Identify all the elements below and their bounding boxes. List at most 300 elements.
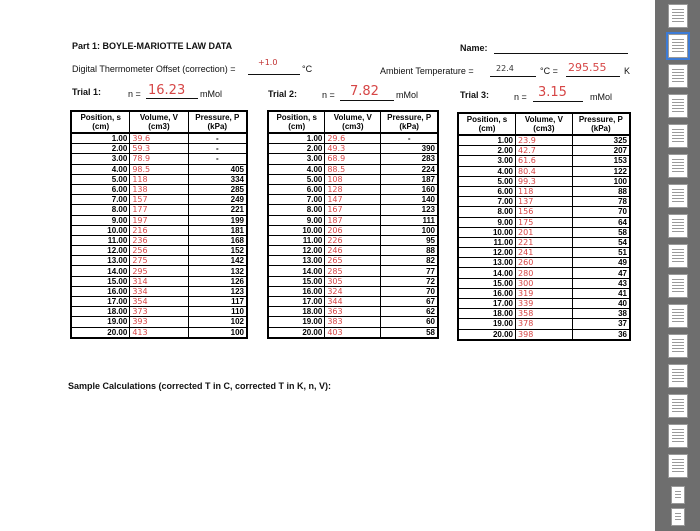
volume-cell: 156 <box>516 207 573 217</box>
position-cell: 12.00 <box>268 246 325 256</box>
table-row <box>458 207 630 217</box>
table-row <box>71 327 247 338</box>
table-row <box>268 297 438 307</box>
table-row <box>458 309 630 319</box>
part-title: Part 1: BOYLE-MARIOTTE LAW DATA <box>72 41 233 51</box>
pressure-cell: 390 <box>381 144 438 154</box>
volume-cell: 314 <box>130 276 188 286</box>
position-cell: 14.00 <box>71 266 130 276</box>
table-row <box>71 317 247 327</box>
table-row <box>71 266 247 276</box>
trial-1-table <box>70 110 248 339</box>
table-row <box>268 154 438 164</box>
volume-cell: 241 <box>516 248 573 258</box>
position-cell: 3.00 <box>268 154 325 164</box>
volume-cell: 354 <box>130 297 188 307</box>
position-cell: 6.00 <box>458 186 516 196</box>
position-cell: 3.00 <box>71 154 130 164</box>
position-cell: 16.00 <box>268 286 325 296</box>
col-position-header: Position, s (cm) <box>71 111 130 133</box>
position-cell: 5.00 <box>268 174 325 184</box>
table-row <box>268 307 438 317</box>
pressure-cell: 51 <box>572 248 630 258</box>
volume-cell: 285 <box>325 266 381 276</box>
pressure-cell: 58 <box>381 327 438 338</box>
trial-3-n-label: n = <box>514 92 527 102</box>
table-row <box>268 133 438 144</box>
volume-cell: 39.6 <box>130 133 188 144</box>
table-row <box>71 235 247 245</box>
page-thumbnail[interactable] <box>668 394 688 418</box>
position-cell: 14.00 <box>268 266 325 276</box>
table-row <box>71 195 247 205</box>
position-cell: 7.00 <box>458 197 516 207</box>
volume-cell: 68.9 <box>325 154 381 164</box>
pressure-cell: 132 <box>188 266 247 276</box>
volume-cell: 147 <box>325 195 381 205</box>
pressure-cell: - <box>188 133 247 144</box>
volume-cell: 29.6 <box>325 133 381 144</box>
trial-1-label: Trial 1: <box>72 87 102 97</box>
pressure-cell: 88 <box>572 186 630 196</box>
volume-cell: 413 <box>130 327 188 338</box>
pressure-cell: 67 <box>381 297 438 307</box>
position-cell: 13.00 <box>71 256 130 266</box>
pressure-cell: 160 <box>381 184 438 194</box>
table-row <box>458 217 630 227</box>
volume-cell: 265 <box>325 256 381 266</box>
pressure-cell: 47 <box>572 268 630 278</box>
table-row <box>71 256 247 266</box>
ambient-k-line <box>566 76 620 77</box>
position-cell: 4.00 <box>458 166 516 176</box>
volume-cell: 175 <box>516 217 573 227</box>
volume-cell: 256 <box>130 246 188 256</box>
pressure-cell: 405 <box>188 164 247 174</box>
table-row <box>268 246 438 256</box>
volume-cell: 260 <box>516 258 573 268</box>
volume-cell: 236 <box>130 235 188 245</box>
position-cell: 9.00 <box>458 217 516 227</box>
volume-cell: 49.3 <box>325 144 381 154</box>
table-row <box>268 286 438 296</box>
table-row <box>458 237 630 247</box>
pressure-cell: 140 <box>381 195 438 205</box>
position-cell: 18.00 <box>458 309 516 319</box>
position-cell: 19.00 <box>268 317 325 327</box>
pressure-cell: 111 <box>381 215 438 225</box>
volume-cell: 197 <box>130 215 188 225</box>
thermo-line <box>248 74 300 75</box>
position-cell: 16.00 <box>458 288 516 298</box>
thermo-label: Digital Thermometer Offset (correction) = <box>72 64 236 74</box>
trial-3-n-unit: mMol <box>590 92 612 102</box>
pressure-cell: 100 <box>572 176 630 186</box>
pressure-cell: 168 <box>188 235 247 245</box>
volume-cell: 78.9 <box>130 154 188 164</box>
volume-cell: 88.5 <box>325 164 381 174</box>
volume-cell: 324 <box>325 286 381 296</box>
col-pressure-header: Pressure, P (kPa) <box>381 111 438 133</box>
volume-cell: 206 <box>325 225 381 235</box>
ambient-k-unit: K <box>624 66 631 76</box>
volume-cell: 275 <box>130 256 188 266</box>
page-thumbnail[interactable] <box>668 424 688 448</box>
volume-cell: 403 <box>325 327 381 338</box>
table-row <box>458 258 630 268</box>
pressure-cell: 43 <box>572 278 630 288</box>
pressure-cell: 123 <box>188 286 247 296</box>
table-row <box>458 319 630 329</box>
volume-cell: 339 <box>516 299 573 309</box>
table-row <box>71 184 247 194</box>
table-row <box>268 164 438 174</box>
table-row <box>268 174 438 184</box>
volume-cell: 373 <box>130 307 188 317</box>
name-line[interactable] <box>494 53 628 54</box>
trial-2-n-value: 7.82 <box>350 84 379 99</box>
volume-cell: 177 <box>130 205 188 215</box>
volume-cell: 23.9 <box>516 135 573 146</box>
volume-cell: 393 <box>130 317 188 327</box>
pressure-cell: 95 <box>381 235 438 245</box>
trial-3-n-line <box>533 101 583 102</box>
position-cell: 5.00 <box>458 176 516 186</box>
pressure-cell: 100 <box>381 225 438 235</box>
page-thumbnail[interactable] <box>668 214 688 238</box>
position-cell: 12.00 <box>458 248 516 258</box>
volume-cell: 187 <box>325 215 381 225</box>
table-row <box>458 197 630 207</box>
page-thumbnail[interactable] <box>668 154 688 178</box>
ambient-line <box>490 76 536 77</box>
position-cell: 14.00 <box>458 268 516 278</box>
table-row <box>71 276 247 286</box>
pressure-cell: 100 <box>188 327 247 338</box>
table-row <box>71 164 247 174</box>
trial-2-label: Trial 2: <box>268 89 298 99</box>
pressure-cell: 117 <box>188 297 247 307</box>
position-cell: 19.00 <box>458 319 516 329</box>
table-row <box>458 156 630 166</box>
table-row <box>268 215 438 225</box>
position-cell: 11.00 <box>268 235 325 245</box>
page-thumbnail[interactable] <box>671 486 685 504</box>
pressure-cell: 142 <box>188 256 247 266</box>
volume-cell: 358 <box>516 309 573 319</box>
volume-cell: 118 <box>130 174 188 184</box>
trial-1-n-line <box>146 98 198 99</box>
table-row <box>268 144 438 154</box>
col-volume-header: Volume, V (cm3) <box>516 113 573 135</box>
thermo-value: +1.0 <box>258 58 278 67</box>
position-cell: 8.00 <box>71 205 130 215</box>
table-row <box>458 176 630 186</box>
pressure-cell: 181 <box>188 225 247 235</box>
position-cell: 1.00 <box>268 133 325 144</box>
volume-cell: 216 <box>130 225 188 235</box>
trial-2-n-unit: mMol <box>396 90 418 100</box>
trial-1-n-unit: mMol <box>200 89 222 99</box>
table-row <box>458 135 630 146</box>
volume-cell: 80.4 <box>516 166 573 176</box>
trial-3-table <box>457 112 631 341</box>
table-row <box>71 225 247 235</box>
volume-cell: 221 <box>516 237 573 247</box>
pressure-cell: 72 <box>381 276 438 286</box>
position-cell: 11.00 <box>71 235 130 245</box>
pressure-cell: 153 <box>572 156 630 166</box>
pressure-cell: 122 <box>572 166 630 176</box>
page-thumbnail[interactable] <box>671 508 685 526</box>
position-cell: 6.00 <box>268 184 325 194</box>
position-cell: 11.00 <box>458 237 516 247</box>
volume-cell: 61.6 <box>516 156 573 166</box>
position-cell: 8.00 <box>458 207 516 217</box>
page-thumbnail[interactable] <box>668 244 688 268</box>
position-cell: 10.00 <box>458 227 516 237</box>
position-cell: 1.00 <box>458 135 516 146</box>
pressure-cell: 110 <box>188 307 247 317</box>
pressure-cell: 102 <box>188 317 247 327</box>
pressure-cell: 38 <box>572 309 630 319</box>
table-row <box>71 174 247 184</box>
table-row <box>458 278 630 288</box>
trial-2-n-line <box>340 100 394 101</box>
table-row <box>71 215 247 225</box>
ambient-value: 22.4 <box>496 64 514 73</box>
page-thumbnail-strip[interactable] <box>662 0 700 531</box>
position-cell: 2.00 <box>268 144 325 154</box>
pressure-cell: 36 <box>572 329 630 340</box>
trial-1-n-label: n = <box>128 89 141 99</box>
pressure-cell: 58 <box>572 227 630 237</box>
pressure-cell: 70 <box>381 286 438 296</box>
pressure-cell: 126 <box>188 276 247 286</box>
position-cell: 20.00 <box>458 329 516 340</box>
position-cell: 20.00 <box>268 327 325 338</box>
volume-cell: 137 <box>516 197 573 207</box>
page-thumbnail[interactable] <box>668 454 688 478</box>
pressure-cell: 249 <box>188 195 247 205</box>
table-row <box>268 225 438 235</box>
col-pressure-header: Pressure, P (kPa) <box>188 111 247 133</box>
pressure-cell: 40 <box>572 299 630 309</box>
table-row <box>268 184 438 194</box>
position-cell: 20.00 <box>71 327 130 338</box>
volume-cell: 118 <box>516 186 573 196</box>
table-row <box>71 307 247 317</box>
col-volume-header: Volume, V (cm3) <box>325 111 381 133</box>
table-row <box>71 246 247 256</box>
volume-cell: 201 <box>516 227 573 237</box>
pressure-cell: - <box>188 144 247 154</box>
table-row <box>71 133 247 144</box>
volume-cell: 99.3 <box>516 176 573 186</box>
col-volume-header: Volume, V (cm3) <box>130 111 188 133</box>
volume-cell: 42.7 <box>516 146 573 156</box>
table-row <box>268 256 438 266</box>
table-row <box>268 195 438 205</box>
position-cell: 19.00 <box>71 317 130 327</box>
col-position-header: Position, s (cm) <box>458 113 516 135</box>
position-cell: 2.00 <box>458 146 516 156</box>
table-row <box>458 227 630 237</box>
table-row <box>71 154 247 164</box>
volume-cell: 295 <box>130 266 188 276</box>
pressure-cell: - <box>188 154 247 164</box>
volume-cell: 378 <box>516 319 573 329</box>
volume-cell: 59.3 <box>130 144 188 154</box>
position-cell: 2.00 <box>71 144 130 154</box>
position-cell: 17.00 <box>458 299 516 309</box>
name-label: Name: <box>460 43 488 53</box>
position-cell: 9.00 <box>71 215 130 225</box>
page-thumbnail[interactable] <box>668 274 688 298</box>
volume-cell: 138 <box>130 184 188 194</box>
position-cell: 16.00 <box>71 286 130 296</box>
pressure-cell: 88 <box>381 246 438 256</box>
pressure-cell: 78 <box>572 197 630 207</box>
volume-cell: 300 <box>516 278 573 288</box>
table-row <box>268 276 438 286</box>
position-cell: 8.00 <box>268 205 325 215</box>
table-row <box>71 144 247 154</box>
position-cell: 15.00 <box>268 276 325 286</box>
ambient-c-unit: °C = <box>540 66 558 76</box>
page-thumbnail-selected[interactable] <box>668 34 688 58</box>
position-cell: 5.00 <box>71 174 130 184</box>
volume-cell: 363 <box>325 307 381 317</box>
trial-3-n-value: 3.15 <box>538 85 567 100</box>
pressure-cell: 77 <box>381 266 438 276</box>
position-cell: 15.00 <box>458 278 516 288</box>
sample-calc-label: Sample Calculations (corrected T in C, corrected T in K, n, V): <box>68 381 332 391</box>
pressure-cell: 49 <box>572 258 630 268</box>
volume-cell: 280 <box>516 268 573 278</box>
page-thumbnail[interactable] <box>668 364 688 388</box>
position-cell: 15.00 <box>71 276 130 286</box>
volume-cell: 383 <box>325 317 381 327</box>
col-position-header: Position, s (cm) <box>268 111 325 133</box>
table-row <box>268 205 438 215</box>
trial-2-n-label: n = <box>322 90 335 100</box>
position-cell: 18.00 <box>71 307 130 317</box>
pressure-cell: 325 <box>572 135 630 146</box>
volume-cell: 108 <box>325 174 381 184</box>
ambient-label: Ambient Temperature = <box>380 66 474 76</box>
volume-cell: 398 <box>516 329 573 340</box>
position-cell: 1.00 <box>71 133 130 144</box>
pressure-cell: 37 <box>572 319 630 329</box>
pressure-cell: 187 <box>381 174 438 184</box>
pressure-cell: - <box>381 133 438 144</box>
table-row <box>268 317 438 327</box>
page-thumbnail[interactable] <box>668 4 688 28</box>
pressure-cell: 221 <box>188 205 247 215</box>
page-thumbnail[interactable] <box>668 334 688 358</box>
pressure-cell: 41 <box>572 288 630 298</box>
volume-cell: 305 <box>325 276 381 286</box>
page-thumbnail[interactable] <box>668 304 688 328</box>
pressure-cell: 152 <box>188 246 247 256</box>
table-row <box>458 248 630 258</box>
volume-cell: 319 <box>516 288 573 298</box>
pressure-cell: 82 <box>381 256 438 266</box>
col-pressure-header: Pressure, P (kPa) <box>572 113 630 135</box>
position-cell: 10.00 <box>268 225 325 235</box>
pressure-cell: 54 <box>572 237 630 247</box>
pressure-cell: 207 <box>572 146 630 156</box>
volume-cell: 98.5 <box>130 164 188 174</box>
position-cell: 3.00 <box>458 156 516 166</box>
position-cell: 6.00 <box>71 184 130 194</box>
pressure-cell: 224 <box>381 164 438 174</box>
page-thumbnail[interactable] <box>668 124 688 148</box>
position-cell: 7.00 <box>268 195 325 205</box>
pressure-cell: 334 <box>188 174 247 184</box>
position-cell: 4.00 <box>71 164 130 174</box>
table-row <box>71 205 247 215</box>
pressure-cell: 60 <box>381 317 438 327</box>
position-cell: 4.00 <box>268 164 325 174</box>
position-cell: 12.00 <box>71 246 130 256</box>
table-row <box>268 266 438 276</box>
pressure-cell: 283 <box>381 154 438 164</box>
volume-cell: 226 <box>325 235 381 245</box>
table-row <box>458 329 630 340</box>
pressure-cell: 123 <box>381 205 438 215</box>
pressure-cell: 199 <box>188 215 247 225</box>
volume-cell: 128 <box>325 184 381 194</box>
pressure-cell: 70 <box>572 207 630 217</box>
position-cell: 13.00 <box>268 256 325 266</box>
position-cell: 13.00 <box>458 258 516 268</box>
table-row <box>458 268 630 278</box>
volume-cell: 344 <box>325 297 381 307</box>
table-row <box>268 235 438 245</box>
position-cell: 9.00 <box>268 215 325 225</box>
position-cell: 17.00 <box>71 297 130 307</box>
table-row <box>458 146 630 156</box>
table-row <box>458 299 630 309</box>
pressure-cell: 64 <box>572 217 630 227</box>
page-thumbnail[interactable] <box>668 184 688 208</box>
page-thumbnail[interactable] <box>668 64 688 88</box>
pressure-cell: 285 <box>188 184 247 194</box>
ambient-k-value: 295.55 <box>568 61 607 74</box>
volume-cell: 157 <box>130 195 188 205</box>
pressure-cell: 62 <box>381 307 438 317</box>
page-thumbnail[interactable] <box>668 94 688 118</box>
trial-2-table <box>267 110 439 339</box>
trial-3-label: Trial 3: <box>460 90 490 100</box>
position-cell: 18.00 <box>268 307 325 317</box>
thermo-unit: °C <box>302 64 313 74</box>
volume-cell: 167 <box>325 205 381 215</box>
volume-cell: 246 <box>325 246 381 256</box>
position-cell: 17.00 <box>268 297 325 307</box>
table-row <box>268 327 438 338</box>
table-row <box>71 286 247 296</box>
table-row <box>71 297 247 307</box>
table-row <box>458 166 630 176</box>
position-cell: 7.00 <box>71 195 130 205</box>
table-row <box>458 186 630 196</box>
table-row <box>458 288 630 298</box>
trial-1-n-value: 16.23 <box>148 83 186 98</box>
volume-cell: 334 <box>130 286 188 296</box>
